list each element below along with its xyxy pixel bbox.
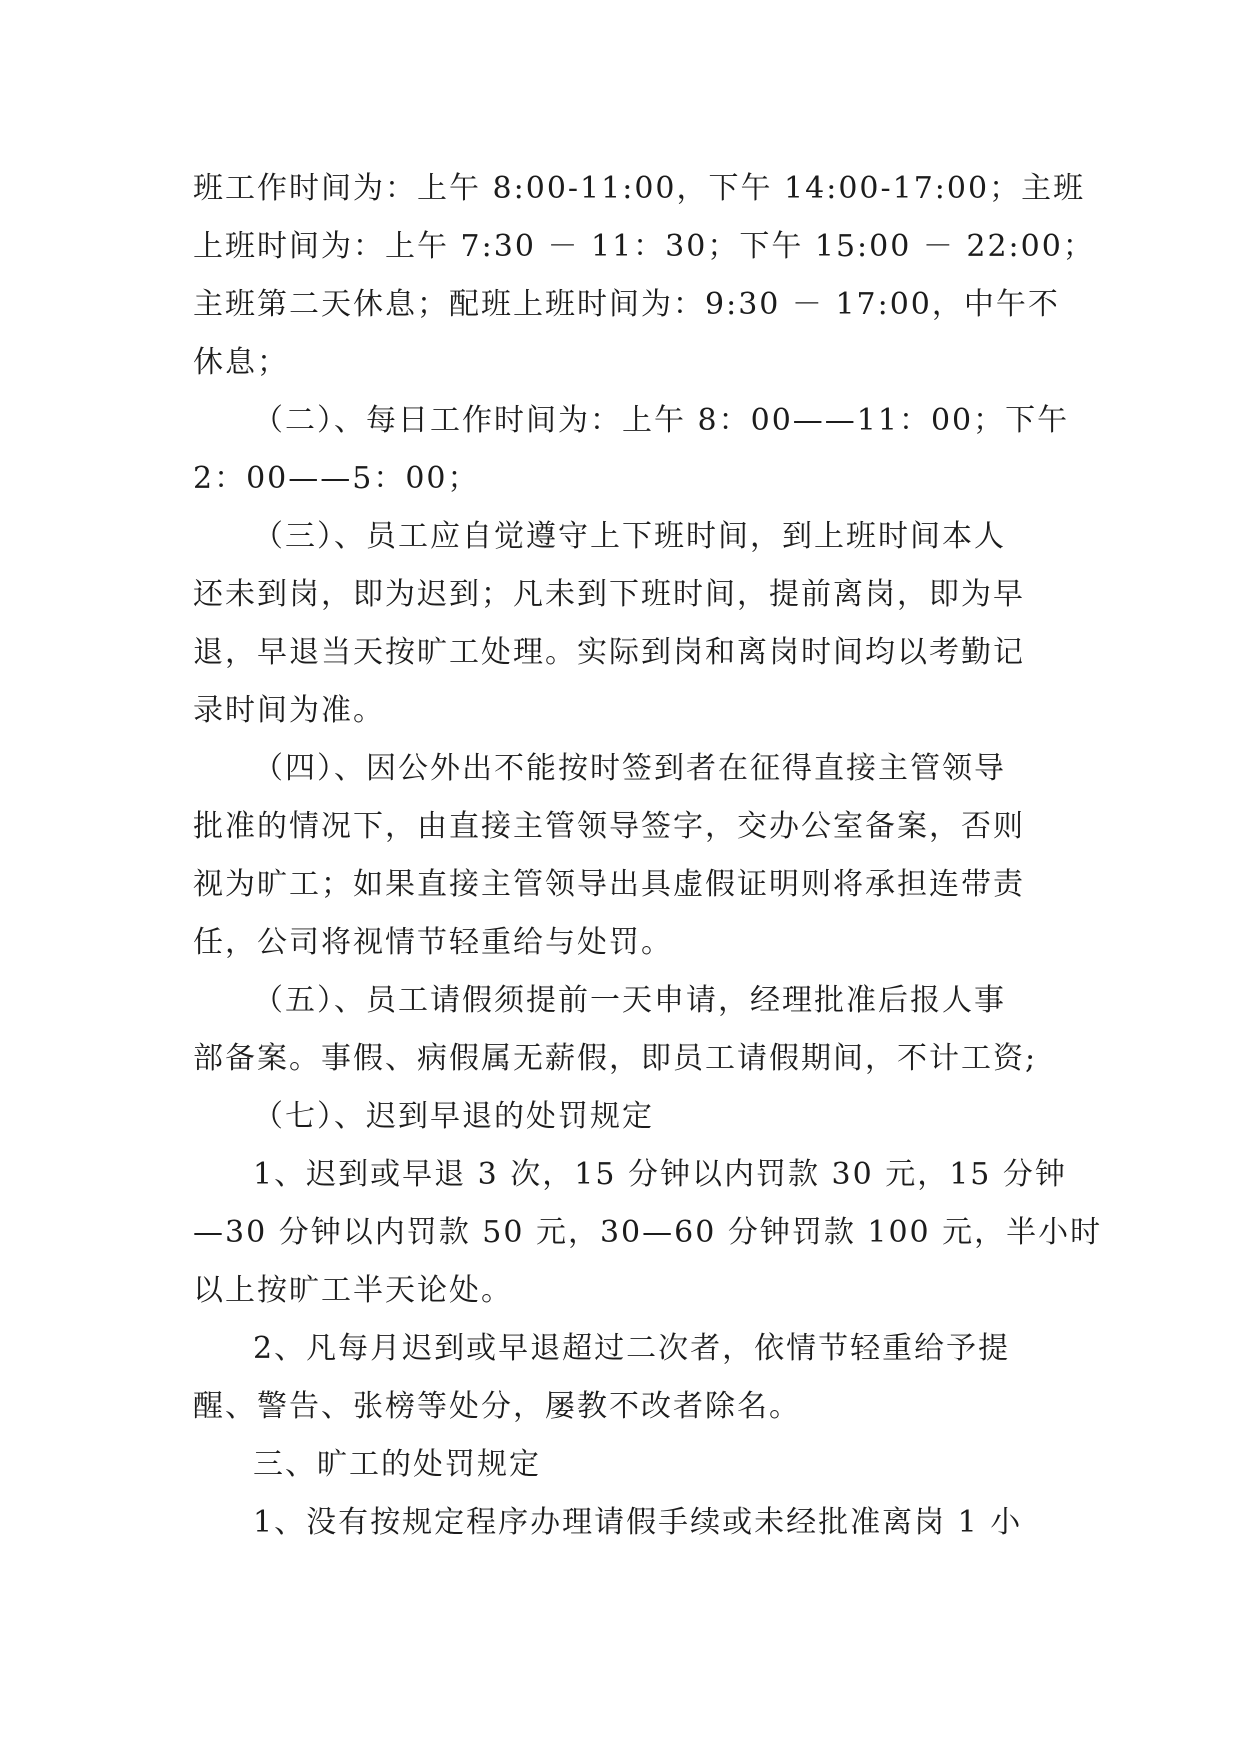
paragraph-start-line: 1、没有按规定程序办理请假手续或未经批准离岗 1 小	[253, 1505, 1023, 1540]
section-heading-line: 三、旷工的处罚规定	[253, 1447, 541, 1482]
text-line: 以上按旷工半天论处。	[193, 1273, 513, 1308]
paragraph-start-line: （三）、员工应自觉遵守上下班时间，到上班时间本人	[253, 519, 1006, 554]
text-line: 还未到岗，即为迟到；凡未到下班时间，提前离岗，即为早	[193, 577, 1025, 612]
text-line: 批准的情况下，由直接主管领导签字，交办公室备案，否则	[193, 809, 1025, 844]
text-line: 视为旷工；如果直接主管领导出具虚假证明则将承担连带责	[193, 867, 1025, 902]
paragraph-start-line: （二）、每日工作时间为：上午 8：00——11：00；下午	[253, 403, 1070, 438]
text-line: 2：00——5：00；	[193, 461, 480, 496]
text-line: 主班第二天休息；配班上班时间为：9:30 － 17:00，中午不	[193, 287, 1060, 322]
paragraph-start-line: （五）、员工请假须提前一天申请，经理批准后报人事	[253, 983, 1006, 1018]
text-line: 上班时间为：上午 7:30 － 11：30；下午 15:00 － 22:00；	[193, 229, 1095, 264]
text-line: —30 分钟以内罚款 50 元，30—60 分钟罚款 100 元，半小时	[193, 1215, 1103, 1250]
text-line: 醒、警告、张榜等处分，屡教不改者除名。	[193, 1389, 801, 1424]
document-body	[193, 160, 1103, 1552]
text-line: 退，早退当天按旷工处理。实际到岗和离岗时间均以考勤记	[193, 635, 1025, 670]
text-line: 休息；	[193, 345, 289, 380]
text-line: 录时间为准。	[193, 693, 385, 728]
text-line: 班工作时间为：上午 8:00-11:00，下午 14:00-17:00；主班	[193, 171, 1086, 206]
text-line: 任，公司将视情节轻重给与处罚。	[193, 925, 673, 960]
section-heading-line: （七）、迟到早退的处罚规定	[253, 1099, 654, 1134]
paragraph-start-line: 1、迟到或早退 3 次，15 分钟以内罚款 30 元，15 分钟	[253, 1157, 1067, 1192]
paragraph-start-line: （四）、因公外出不能按时签到者在征得直接主管领导	[253, 751, 1006, 786]
paragraph-start-line: 2、凡每月迟到或早退超过二次者，依情节轻重给予提	[253, 1331, 1011, 1366]
text-line: 部备案。事假、病假属无薪假，即员工请假期间，不计工资;	[193, 1041, 1038, 1076]
